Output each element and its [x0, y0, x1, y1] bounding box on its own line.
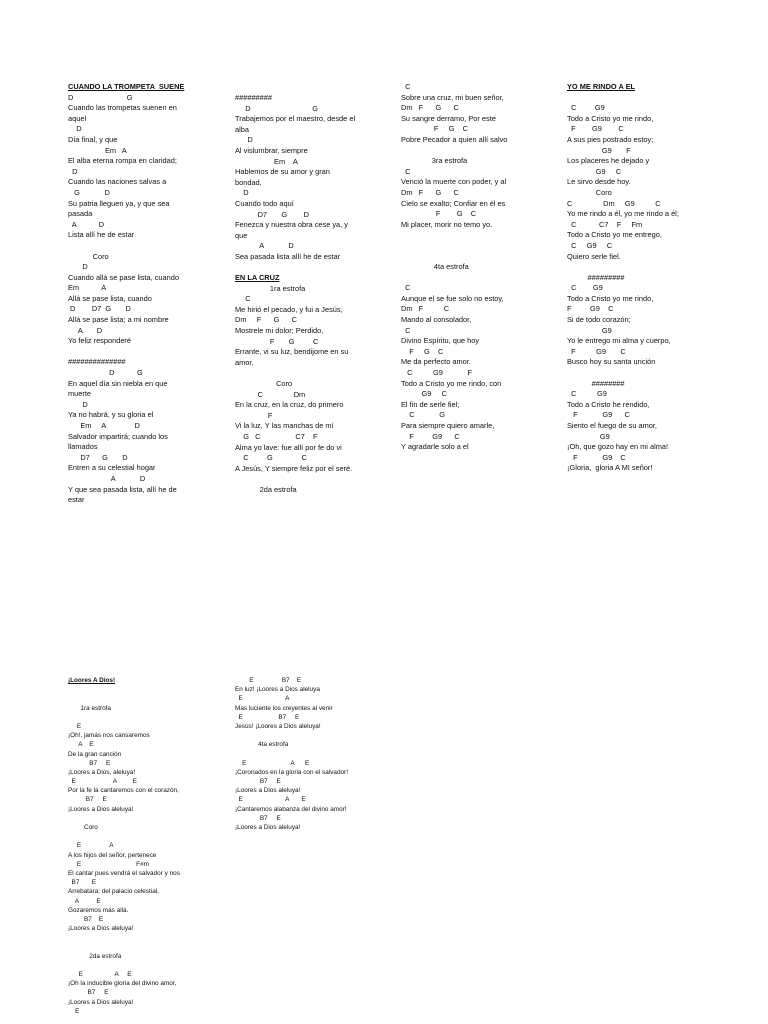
song-line: Alma yo lave: fue allí por fe do vi [235, 442, 342, 452]
song-line: Todo a Cristo yo me rindo, [567, 113, 654, 123]
song-line: Sobre una cruz, mi buen señor, [401, 92, 504, 102]
song-line [68, 814, 180, 823]
song-line: D [68, 399, 88, 409]
song-line: ¡Loores a Dios aleluya! [68, 805, 134, 813]
song-line: En la cruz, en la cruz, do primero [235, 400, 344, 410]
song-line: CUANDO LA TROMPETA SUENE [68, 82, 185, 91]
song-line: ######### [235, 93, 272, 102]
song-line: E A [235, 695, 290, 703]
song-line: C G9 [567, 103, 605, 113]
song-line [68, 347, 184, 358]
song-line: 1ra estrofa [235, 283, 306, 293]
song-line: D7 G D [68, 452, 128, 462]
song-line: ¡Oh, que gozo hay en mi alma! [567, 442, 669, 452]
song-line: Pobre Pecador a quien allí salvo [401, 134, 508, 144]
song-line: A D [68, 473, 146, 483]
song-line: ######### [567, 272, 625, 282]
song-line: Dm F G C [401, 187, 459, 197]
song-line: A D [68, 325, 103, 335]
song-line: pasada [68, 209, 93, 219]
song-line: Lista allí he de estar [68, 230, 135, 240]
song-line [567, 368, 679, 379]
song-line: E [68, 1007, 80, 1015]
song-line: D7 G D [235, 209, 309, 219]
song-line: ¡Cantaremos alabanza del divino amor! [235, 805, 347, 813]
song-line: G C C7 F [235, 432, 318, 441]
song-line: ¡Coronados en la gloria con el salvador! [235, 768, 348, 776]
song-line: ############## [68, 357, 126, 367]
song-line: Dm F G C [235, 315, 298, 325]
song-line: 2da estrofa [235, 484, 297, 494]
song-line: 4ta estrofa [235, 741, 289, 749]
song-line: C Dm G9 C [567, 198, 661, 208]
song-line: EN LA CRUZ [235, 273, 280, 283]
song-line: Todo a Cristo yo me rindo, [567, 293, 654, 303]
song-line: B7 E [68, 796, 107, 804]
song-line [68, 685, 180, 694]
song-line: E A E [68, 778, 137, 786]
song-line: C G C [235, 453, 307, 463]
song-line [68, 713, 180, 722]
song-line: 2da estrofa [68, 952, 122, 960]
song-line: D [235, 188, 249, 198]
song-line: G9 C [401, 389, 447, 399]
song-line: Ya no habrá, y su gloria el [68, 410, 154, 420]
song-line: C [235, 294, 251, 304]
song-line [235, 368, 355, 379]
song-line: G9 C [567, 166, 622, 176]
song-line [401, 273, 507, 284]
song-line [68, 961, 180, 970]
song-line [235, 731, 348, 740]
song-line: Cielo se exalto; Confiar en él es [401, 198, 506, 208]
song-line: Gozaremos más allá. [68, 906, 129, 914]
song-line: D G [68, 92, 133, 102]
song-line: ¡Gloria, gloria A MI señor! [567, 463, 653, 473]
column-2 [235, 93, 355, 496]
song-line [401, 230, 507, 241]
song-line: A E [68, 897, 101, 905]
song-line: Dm F G C [401, 103, 459, 113]
song-line: Cuando las trompetas suenen en [68, 103, 177, 113]
song-line: Para siempre quiero amarle, [401, 421, 495, 430]
song-line: A Jesús, Y siempre feliz por el seré. [235, 463, 353, 473]
song-line: Le sirvo desde hoy. [567, 177, 631, 187]
song-line: Hablemos de su amor y gran [235, 167, 330, 177]
song-line: En aquel día sin niebla en que [68, 378, 168, 388]
song-line: 1ra estrofa [68, 704, 111, 712]
song-line: B7 E [235, 814, 281, 822]
song-line [235, 263, 355, 274]
song-line: Cuando las naciones salvas a [68, 177, 167, 187]
song-line: C [401, 82, 411, 91]
song-line: A D [68, 219, 105, 229]
song-line: Día final, y que [68, 134, 118, 144]
song-line: que [235, 230, 248, 240]
song-line: Su sangre derramo, Por este [401, 113, 496, 123]
song-line: E [68, 722, 82, 730]
song-line: 3ra estrofa [401, 156, 468, 166]
song-line: El alba eterna rompa en claridad; [68, 156, 177, 166]
song-line: G9 [567, 325, 612, 335]
song-line: ######## [567, 378, 625, 388]
song-line: D [68, 124, 82, 134]
song-line: ¡Loores A Dios! [68, 677, 116, 684]
song-line: Jesús! ¡Loores a Dios aleluya! [235, 722, 321, 730]
song-line: Mas luciente los creyentes al venir [235, 704, 333, 712]
song-line: ¡Loores a Dios aleluya! [235, 824, 301, 831]
song-line: Al vislumbrar, siempre [235, 145, 308, 155]
song-line: F G C [401, 346, 444, 356]
song-line: ¡Loores a Dios, aleluya! [68, 768, 136, 776]
song-line: A D [235, 241, 294, 251]
song-line: Arrebatara; del palacio celestial, [68, 888, 159, 896]
song-line: G D [68, 187, 110, 197]
song-line: Quiero serle fiel. [567, 251, 621, 261]
song-line: Allá se pase lista; a mi nombre [68, 315, 169, 325]
song-line: F G9 C [567, 304, 614, 314]
song-line: A los hijos del señor, pertenece [68, 851, 157, 859]
song-line: Todo a Cristo yo me entrego, [567, 230, 662, 240]
song-line: Su patria lleguen ya, y que sea [68, 198, 170, 208]
song-line: B7 E [68, 759, 111, 767]
column-1 [68, 82, 184, 506]
song-line: D [235, 135, 253, 145]
song-line: Coro [567, 187, 612, 197]
song-line: F G9 C [567, 124, 624, 134]
song-line: llamados [68, 442, 98, 452]
song-line: F [235, 410, 273, 420]
song-line: El cantar pues vendrá el salvador y nos [68, 869, 180, 877]
song-line: D G [235, 103, 318, 113]
song-line: Salvador impartirá; cuando los [68, 431, 168, 441]
song-line: amor. [235, 357, 254, 367]
song-line: Busco hoy su santa unción [567, 357, 656, 367]
song-line: Trabajemos por el maestro, desde el [235, 114, 356, 124]
song-line [68, 942, 180, 951]
song-line: A E [68, 741, 94, 749]
song-line: E B7 E [235, 713, 300, 721]
song-line: C G9 [567, 389, 607, 399]
song-line: B7 E [68, 989, 109, 997]
song-line: Fenezca y nuestra obra cese ya, y [235, 220, 348, 230]
song-line: alba [235, 124, 249, 134]
column-5 [68, 676, 180, 1016]
song-line: Yo le entrego mi alma y cuerpo, [567, 336, 671, 346]
column-3 [401, 82, 507, 453]
song-line: Y que sea pasada lista, allí he de [68, 484, 177, 494]
song-line: F G9 C [567, 346, 626, 356]
song-line: Entren a su celestial hogar [68, 463, 156, 473]
song-line: Todo a Cristo yo me rindo, con [401, 378, 502, 388]
song-line: Coro [235, 379, 293, 389]
song-line: C [401, 283, 411, 293]
song-line [401, 252, 507, 263]
song-line: Los placeres he dejado y [567, 156, 650, 166]
song-line: D G [68, 368, 143, 378]
song-line: Por la fe la cantaremos con el corazón, [68, 787, 179, 795]
column-6 [235, 676, 348, 832]
song-line [401, 146, 507, 157]
song-line: Siento el fuego de su amor, [567, 421, 657, 430]
song-line: D [68, 166, 78, 176]
song-line: Mostrele mi dolor; Perdido, [235, 326, 324, 336]
song-line: El fin de serle fiel; [401, 399, 460, 409]
song-line: Vi la luz, Y las manchas de mí [235, 421, 334, 431]
song-line [68, 832, 180, 841]
song-line: estar [68, 495, 85, 505]
song-line: Cuando todo aquí [235, 198, 294, 208]
song-line: Mando al consolador, [401, 315, 472, 325]
song-line: Sea pasada lista allí he de estar [235, 251, 341, 261]
song-line: Mi placer, morir no temo yo. [401, 219, 493, 229]
song-line [567, 93, 679, 104]
song-line: C G9 [567, 283, 603, 293]
song-line: E A E [235, 796, 306, 804]
song-line [235, 474, 355, 485]
song-line: Coro [68, 824, 98, 831]
song-line: E B7 E [235, 677, 302, 684]
song-line: E A E [235, 759, 310, 767]
song-line: aquel [68, 113, 87, 123]
song-line: F G C [401, 209, 477, 219]
song-line: Dm F C [401, 304, 450, 314]
song-line: Yo me rindo a él, yo me rindo a él; [567, 209, 679, 219]
song-line: B7 E [235, 778, 281, 786]
song-line: De la gran canción [68, 750, 122, 758]
song-line: D D7 G D [68, 304, 131, 314]
song-line: B7 E [68, 915, 104, 923]
song-line: G9 F [567, 145, 631, 155]
song-line: F G9 C [567, 410, 630, 420]
song-line: ¡Oh la inducible gloria del divino amor, [68, 980, 177, 988]
song-line: muerte [68, 389, 92, 399]
song-line: ¡Oh!, jamás nos cansaremos [68, 732, 150, 740]
song-line: G9 [567, 431, 610, 441]
song-line [68, 694, 180, 703]
song-line: ¡Loores a Dios aleluya! [68, 925, 134, 933]
song-line: F G C [401, 124, 468, 134]
song-line: YO ME RINDO A EL [567, 82, 636, 91]
song-line: F G C [235, 336, 319, 346]
song-line [235, 750, 348, 759]
song-line: E A E [68, 971, 132, 978]
song-line: ¡Loores a Dios aleluya! [68, 998, 134, 1006]
song-line: Venció la muerte con poder, y al [401, 177, 507, 187]
song-line [68, 241, 184, 252]
song-line: bondad, [235, 177, 262, 187]
song-line: C G9 F [401, 368, 473, 378]
song-line: 4ta estrofa [401, 262, 469, 272]
song-line: Y agradarle solo a el [401, 442, 469, 452]
song-line: C G9 C [567, 240, 613, 250]
song-line: Em A [68, 145, 127, 155]
song-line [68, 933, 180, 942]
song-line: Divino Espíritu, que hoy [401, 336, 480, 346]
song-line: Em A [68, 283, 107, 293]
song-line [401, 241, 507, 252]
song-line: Yo feliz responderé [68, 336, 131, 346]
song-line: Todo a Cristo he rendido, [567, 399, 650, 409]
song-line: A sus pies postrado estoy; [567, 134, 654, 144]
song-line: Errante, vi su luz, bendijome en su [235, 347, 349, 357]
song-line: Si de todo corazón; [567, 315, 631, 325]
song-line: Em A [235, 156, 298, 166]
song-line: B7 E [68, 879, 97, 887]
song-line: Allá se pase lista, cuando [68, 293, 152, 303]
song-line: C G [401, 410, 445, 420]
song-line: Cuando allá se pase lista, cuando [68, 272, 179, 282]
song-line: F G9 C [567, 452, 626, 462]
song-line: C [401, 325, 411, 335]
song-line: ¡Loores a Dios aleluya! [235, 787, 301, 795]
song-line: Aunque el se fue solo no estoy, [401, 293, 504, 303]
song-line [567, 262, 679, 273]
song-line: E A [68, 842, 114, 850]
song-line: C [401, 166, 411, 176]
song-line: Em A D [68, 421, 140, 430]
song-line: Me hirió el pecado, y fui a Jesús, [235, 304, 343, 314]
song-line: D [68, 262, 88, 272]
song-line: Coro [68, 251, 109, 261]
song-line: F G9 C [401, 431, 460, 441]
song-line: C C7 F Fm [567, 219, 643, 229]
song-line: E F#m [68, 860, 149, 868]
column-4 [567, 82, 679, 474]
song-line: En luz! ¡Loores a Dios aleluya [235, 686, 320, 694]
song-line: C Dm [235, 389, 306, 399]
song-line: Me da perfecto amor. [401, 357, 471, 367]
